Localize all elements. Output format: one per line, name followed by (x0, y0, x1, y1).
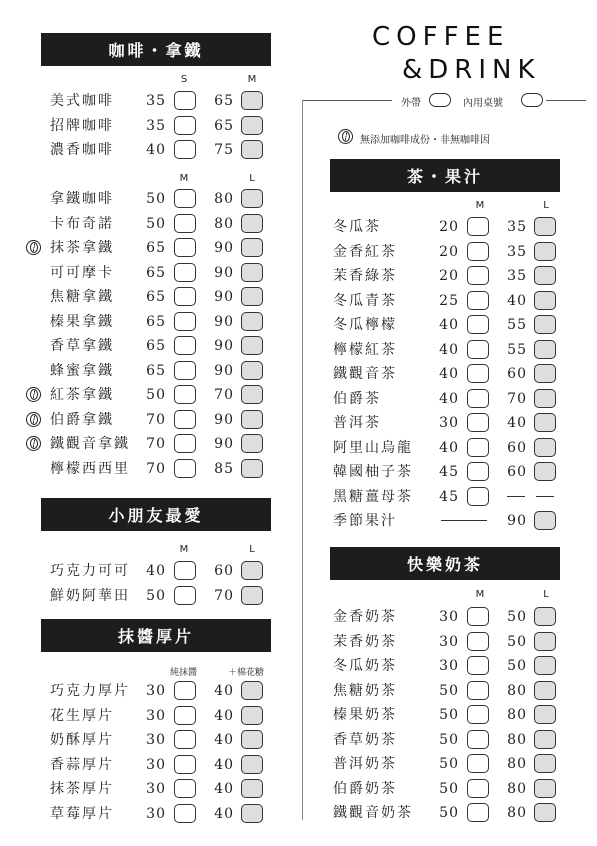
price-size1: 65 (146, 338, 166, 354)
price-size2: 80 (507, 781, 527, 797)
quantity-box-size1[interactable] (467, 217, 489, 236)
menu-item-name: 鐵觀音奶茶 (333, 805, 413, 821)
quantity-box-size2[interactable] (534, 364, 556, 383)
quantity-box-size2[interactable] (534, 389, 556, 408)
size-header: M (475, 200, 485, 211)
price-size2: 90 (507, 513, 527, 529)
quantity-box-size1[interactable] (467, 364, 489, 383)
price-size2: 35 (507, 268, 527, 284)
price-size1: 45 (439, 489, 459, 505)
toast-column-plain: 純抹醬 (170, 668, 198, 678)
menu-item-row (0, 314, 597, 336)
price-size2: 90 (214, 436, 234, 452)
quantity-box-size2[interactable] (241, 561, 263, 580)
menu-item-name: 鐵觀音茶 (333, 366, 397, 382)
price-size2: 90 (214, 265, 234, 281)
menu-item-name: 伯爵茶 (333, 391, 381, 407)
menu-item-row (0, 90, 597, 112)
price-size1: 30 (146, 806, 166, 822)
quantity-box-size1[interactable] (467, 632, 489, 651)
price-size1: 30 (439, 415, 459, 431)
menu-item-name: 冬瓜青茶 (333, 293, 397, 309)
size-header: M (179, 173, 189, 184)
quantity-box-size2[interactable] (534, 462, 556, 481)
quantity-box-size1[interactable] (467, 779, 489, 798)
menu-item-row (0, 188, 597, 210)
price-size1: 50 (439, 707, 459, 723)
quantity-box-size2[interactable] (241, 189, 263, 208)
menu-item-name: 伯爵奶茶 (333, 781, 397, 797)
section-title-coffee: 咖啡・拿鐵 (41, 33, 271, 66)
menu-item-name: 可可摩卡 (50, 265, 114, 281)
quantity-box-size1[interactable] (467, 607, 489, 626)
dinein-label: 內用桌號 (463, 98, 503, 109)
menu-item-row (0, 680, 597, 702)
menu-item-row (0, 139, 597, 161)
quantity-box-size1[interactable] (467, 681, 489, 700)
menu-item-name: 巧克力厚片 (50, 683, 130, 699)
price-size1: 40 (439, 366, 459, 382)
menu-item-name: 蜂蜜拿鐵 (50, 363, 114, 379)
price-size2: 90 (214, 412, 234, 428)
quantity-box-size1[interactable] (467, 315, 489, 334)
price-size1: 40 (439, 317, 459, 333)
price-size2: 80 (214, 191, 234, 207)
quantity-box-size2[interactable] (534, 754, 556, 773)
menu-item-name: 季節果汁 (333, 513, 397, 529)
quantity-box-size1[interactable] (174, 116, 196, 135)
menu-item-row (0, 388, 597, 410)
quantity-box-size1[interactable] (467, 413, 489, 432)
price-size2: 90 (214, 289, 234, 305)
size-header: L (249, 544, 255, 555)
menu-item-name: 檸檬紅茶 (333, 342, 397, 358)
price-size2: 40 (214, 781, 234, 797)
size-header: M (247, 74, 257, 85)
price-size1: 20 (439, 244, 459, 260)
quantity-box-size2[interactable] (534, 730, 556, 749)
price-size1: 65 (146, 265, 166, 281)
menu-item-name: 茉香綠茶 (333, 268, 397, 284)
menu-item-name: 鮮奶阿華田 (50, 588, 130, 604)
menu-item-row (0, 585, 597, 607)
price-size2: 80 (214, 216, 234, 232)
menu-item-name: 檸檬西西里 (50, 461, 130, 477)
price-size2: 50 (507, 609, 527, 625)
unavailable-dash (441, 520, 487, 521)
price-size1: 50 (146, 387, 166, 403)
price-size2: 85 (214, 461, 234, 477)
price-size1: 65 (146, 363, 166, 379)
menu-item-name: 普洱茶 (333, 415, 381, 431)
menu-item-row (0, 265, 597, 287)
quantity-box-size1[interactable] (467, 656, 489, 675)
price-size1: 50 (439, 683, 459, 699)
menu-item-name: 抹茶厚片 (50, 781, 114, 797)
price-size2: 65 (214, 118, 234, 134)
quantity-box-size2[interactable] (534, 511, 556, 530)
price-size2: 40 (214, 806, 234, 822)
menu-item-name: 巧克力可可 (50, 563, 130, 579)
quantity-box-size2[interactable] (534, 340, 556, 359)
quantity-box-size2[interactable] (534, 607, 556, 626)
toast-column-marshmallow: ＋棉花糖 (228, 668, 265, 678)
menu-item-name: 花生厚片 (50, 708, 114, 724)
price-size2: 90 (214, 314, 234, 330)
menu-item-name: 黑糖薑母茶 (333, 489, 413, 505)
price-size1: 70 (146, 412, 166, 428)
takeout-label: 外帶 (401, 98, 421, 109)
price-size1: 30 (146, 732, 166, 748)
price-size2: 70 (214, 588, 234, 604)
quantity-box-size2[interactable] (534, 242, 556, 261)
menu-item-row (0, 655, 597, 677)
price-size1: 70 (146, 461, 166, 477)
price-size1: 40 (439, 342, 459, 358)
quantity-box-size2[interactable] (534, 217, 556, 236)
price-size2: 40 (214, 732, 234, 748)
menu-item-name: 美式咖啡 (50, 93, 114, 109)
menu-item-row (0, 778, 597, 800)
size-header: L (543, 589, 549, 600)
price-size1: 30 (146, 757, 166, 773)
price-size2: 40 (507, 415, 527, 431)
quantity-box-size1[interactable] (467, 705, 489, 724)
price-size2: 80 (507, 805, 527, 821)
menu-item-row (0, 802, 597, 824)
price-size2: 50 (507, 634, 527, 650)
section-title-toast: 抹醬厚片 (41, 619, 271, 652)
price-size2: 60 (507, 440, 527, 456)
menu-title-coffee: COFFEE (372, 22, 510, 52)
menu-item-name: 茉香奶茶 (333, 634, 397, 650)
price-size2: 80 (507, 756, 527, 772)
price-size2: 60 (214, 563, 234, 579)
price-size1: 65 (146, 240, 166, 256)
price-size1: 40 (146, 563, 166, 579)
price-size2: 80 (507, 683, 527, 699)
menu-item-row (0, 363, 597, 385)
menu-item-name: 卡布奇諾 (50, 216, 114, 232)
menu-item-row (0, 461, 597, 483)
menu-item-name: 冬瓜奶茶 (333, 658, 397, 674)
menu-item-name: 香蒜厚片 (50, 757, 114, 773)
menu-item-name: 焦糖奶茶 (333, 683, 397, 699)
quantity-box-size1[interactable] (174, 140, 196, 159)
price-size2: 35 (507, 244, 527, 260)
menu-item-row (0, 486, 597, 508)
price-size2: 75 (214, 142, 234, 158)
menu-item-row (0, 704, 597, 726)
price-size1: 40 (439, 440, 459, 456)
size-header: M (179, 544, 189, 555)
unavailable-dash (507, 496, 525, 497)
quantity-box-size2[interactable] (534, 291, 556, 310)
price-size1: 65 (146, 289, 166, 305)
menu-item-name: 草莓厚片 (50, 806, 114, 822)
price-size1: 50 (146, 216, 166, 232)
menu-item-name: 榛果拿鐵 (50, 314, 114, 330)
quantity-box-size2[interactable] (241, 116, 263, 135)
quantity-box-size1[interactable] (467, 487, 489, 506)
price-size2: 90 (214, 338, 234, 354)
price-size1: 25 (439, 293, 459, 309)
price-size2: 40 (507, 293, 527, 309)
menu-item-name: 招牌咖啡 (50, 118, 114, 134)
quantity-box-size1[interactable] (467, 266, 489, 285)
price-size2: 35 (507, 219, 527, 235)
quantity-box-size1[interactable] (467, 803, 489, 822)
price-size1: 20 (439, 219, 459, 235)
price-size2: 70 (507, 391, 527, 407)
menu-item-row (0, 241, 597, 263)
menu-item-name: 冬瓜檸檬 (333, 317, 397, 333)
quantity-box-size2[interactable] (534, 266, 556, 285)
menu-item-name: 金香奶茶 (333, 609, 397, 625)
quantity-box-size1[interactable] (174, 189, 196, 208)
price-size2: 55 (507, 317, 527, 333)
section-title-tea: 茶・果汁 (330, 159, 560, 192)
size-header: S (180, 74, 188, 85)
quantity-box-size2[interactable] (241, 586, 263, 605)
price-size2: 90 (214, 240, 234, 256)
price-size2: 80 (507, 732, 527, 748)
price-size1: 40 (146, 142, 166, 158)
quantity-box-size2[interactable] (534, 803, 556, 822)
price-size2: 40 (214, 683, 234, 699)
price-size1: 50 (439, 756, 459, 772)
price-size1: 50 (439, 805, 459, 821)
price-size1: 30 (146, 708, 166, 724)
section-title-milktea: 快樂奶茶 (330, 547, 560, 580)
quantity-box-size2[interactable] (534, 779, 556, 798)
menu-item-name: 金香紅茶 (333, 244, 397, 260)
quantity-box-size1[interactable] (467, 462, 489, 481)
size-header: L (249, 173, 255, 184)
size-header: M (475, 589, 485, 600)
price-size1: 50 (439, 781, 459, 797)
menu-item-row (0, 753, 597, 775)
menu-item-name: 紅茶拿鐵 (50, 387, 114, 403)
menu-item-row (0, 339, 597, 361)
quantity-box-size2[interactable] (534, 438, 556, 457)
quantity-box-size1[interactable] (174, 91, 196, 110)
price-size2: 60 (507, 464, 527, 480)
menu-item-row (0, 510, 597, 532)
menu-item-name: 焦糖拿鐵 (50, 289, 114, 305)
menu-item-name: 抹茶拿鐵 (50, 240, 114, 256)
menu-item-name: 韓國柚子茶 (333, 464, 413, 480)
price-size1: 50 (439, 732, 459, 748)
menu-item-name: 拿鐵咖啡 (50, 191, 114, 207)
caffeine-note: 無添加咖啡成份・非無咖啡因 (360, 135, 490, 146)
quantity-box-size2[interactable] (534, 681, 556, 700)
price-size1: 30 (439, 609, 459, 625)
quantity-box-size1[interactable] (467, 340, 489, 359)
unavailable-dash (536, 496, 554, 497)
menu-item-name: 香草奶茶 (333, 732, 397, 748)
price-size1: 45 (439, 464, 459, 480)
price-size2: 60 (507, 366, 527, 382)
price-size2: 70 (214, 387, 234, 403)
menu-item-row (0, 606, 597, 628)
price-size1: 30 (439, 658, 459, 674)
menu-item-name: 濃香咖啡 (50, 142, 114, 158)
quantity-box-size1[interactable] (467, 291, 489, 310)
quantity-box-size1[interactable] (174, 586, 196, 605)
menu-item-row (0, 729, 597, 751)
price-size1: 35 (146, 93, 166, 109)
price-size2: 55 (507, 342, 527, 358)
quantity-box-size2[interactable] (534, 315, 556, 334)
price-size1: 50 (146, 588, 166, 604)
menu-item-name: 鐵觀音拿鐵 (50, 436, 130, 452)
price-size1: 35 (146, 118, 166, 134)
price-size2: 50 (507, 658, 527, 674)
quantity-box-size2[interactable] (241, 91, 263, 110)
menu-item-name: 普洱奶茶 (333, 756, 397, 772)
menu-item-name: 奶酥厚片 (50, 732, 114, 748)
quantity-box-size1[interactable] (467, 389, 489, 408)
menu-item-name: 阿里山烏龍 (333, 440, 413, 456)
price-size1: 50 (146, 191, 166, 207)
quantity-box-size1[interactable] (174, 561, 196, 580)
menu-item-row (0, 437, 597, 459)
menu-item-row (0, 412, 597, 434)
price-size1: 30 (439, 634, 459, 650)
quantity-box-size2[interactable] (534, 413, 556, 432)
menu-item-name: 伯爵拿鐵 (50, 412, 114, 428)
menu-item-row (0, 560, 597, 582)
price-size2: 80 (507, 707, 527, 723)
menu-item-name: 香草拿鐵 (50, 338, 114, 354)
menu-item-row (0, 290, 597, 312)
quantity-box-size2[interactable] (534, 656, 556, 675)
quantity-box-size2[interactable] (241, 140, 263, 159)
quantity-box-size1[interactable] (467, 438, 489, 457)
quantity-box-size1[interactable] (467, 242, 489, 261)
price-size1: 70 (146, 436, 166, 452)
menu-item-row (0, 115, 597, 137)
price-size1: 30 (146, 781, 166, 797)
menu-title-drink: &DRINK (402, 55, 541, 85)
price-size1: 20 (439, 268, 459, 284)
menu-item-name: 冬瓜茶 (333, 219, 381, 235)
price-size2: 90 (214, 363, 234, 379)
quantity-box-size2[interactable] (534, 705, 556, 724)
price-size2: 40 (214, 708, 234, 724)
price-size1: 65 (146, 314, 166, 330)
price-size2: 65 (214, 93, 234, 109)
menu-item-name: 榛果奶茶 (333, 707, 397, 723)
quantity-box-size2[interactable] (534, 632, 556, 651)
section-title-kids: 小朋友最愛 (41, 498, 271, 531)
size-header: L (543, 200, 549, 211)
menu-item-row (0, 216, 597, 238)
quantity-box-size1[interactable] (467, 730, 489, 749)
price-size1: 40 (439, 391, 459, 407)
menu-item-row (0, 631, 597, 653)
quantity-box-size1[interactable] (467, 754, 489, 773)
price-size2: 40 (214, 757, 234, 773)
price-size1: 30 (146, 683, 166, 699)
